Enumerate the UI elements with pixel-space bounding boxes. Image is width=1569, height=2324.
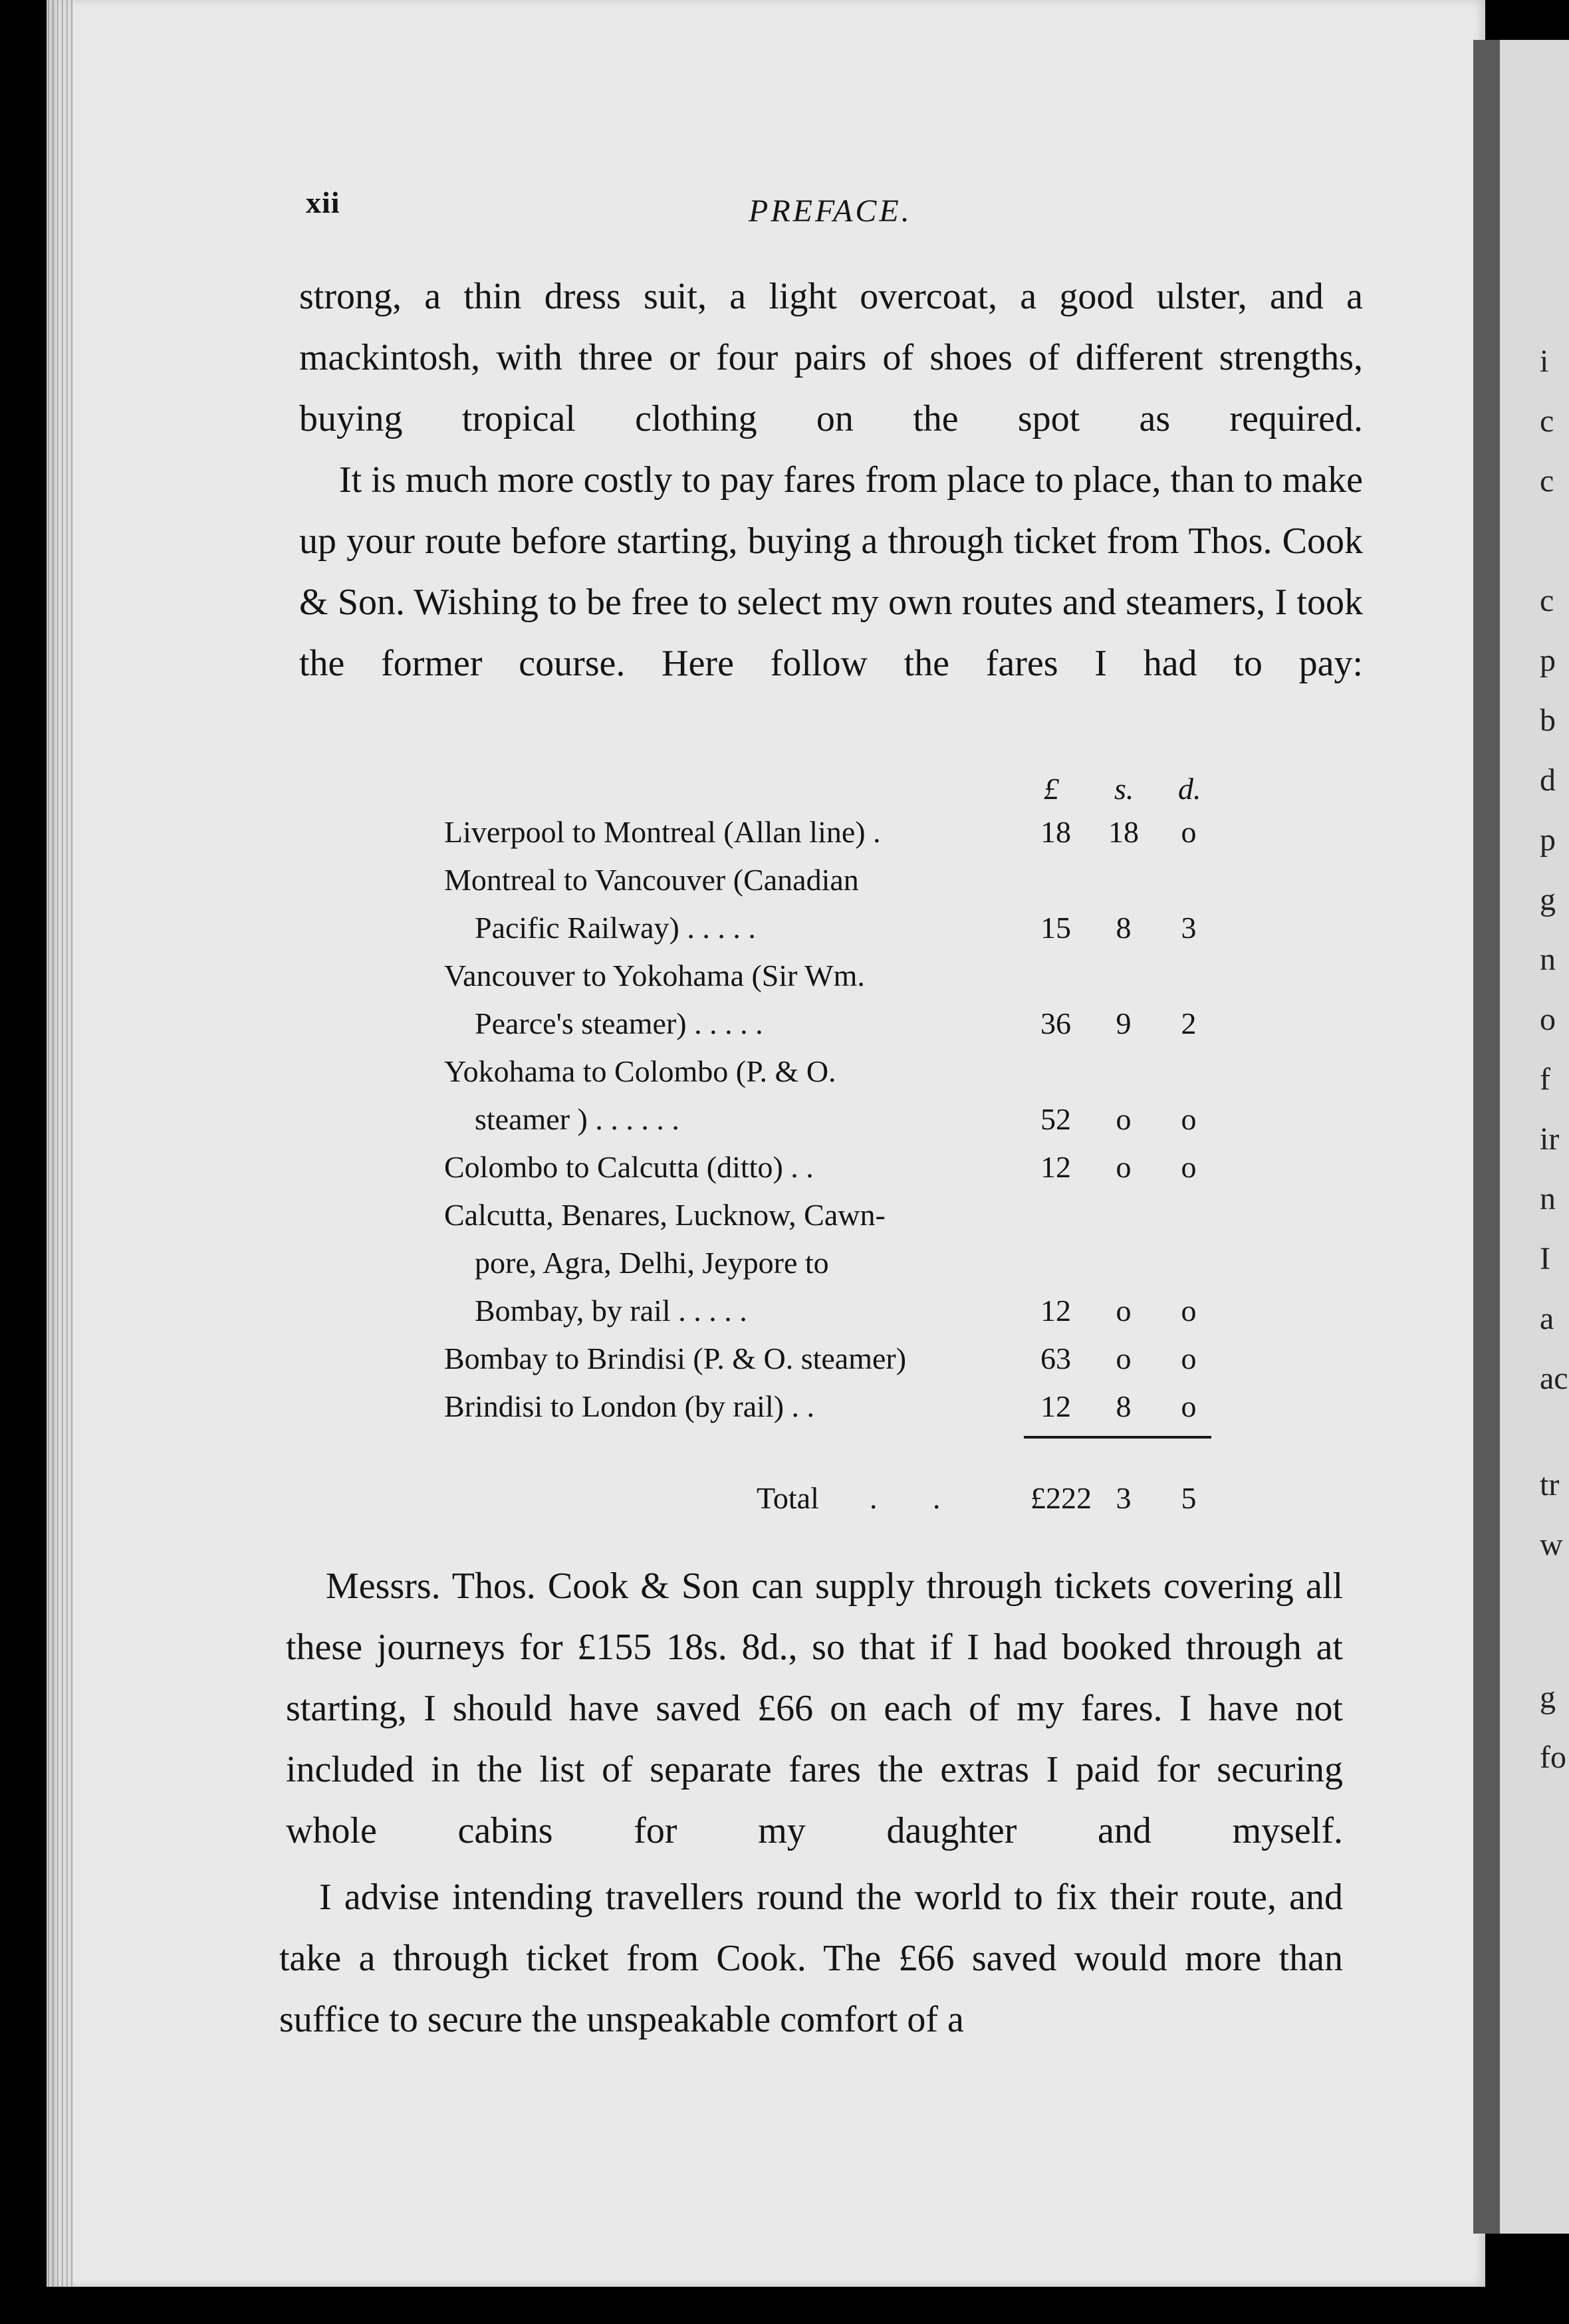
facing-fragment: w: [1540, 1527, 1563, 1562]
fare-route-continued: Pacific Railway) . . . . .: [475, 911, 756, 945]
fare-route: Yokohama to Colombo (P. & O.: [444, 1054, 836, 1088]
fare-route: Calcutta, Benares, Lucknow, Cawn-: [444, 1198, 886, 1232]
fare-route-continued: steamer ) . . . . . .: [475, 1102, 679, 1136]
facing-fragment: fo: [1540, 1740, 1566, 1775]
fare-pounds: 52: [1040, 1102, 1071, 1136]
fare-pounds: 12: [1040, 1294, 1071, 1328]
fare-route: Liverpool to Montreal (Allan line) .: [444, 815, 881, 849]
paragraph-clothing: strong, a thin dress suit, a light overcoat, a good ulster, and a mackintosh, with three or four pairs of shoes of different strengths, buying tropical clothing on the spot as required.: [299, 276, 1363, 439]
total-rule: [1024, 1436, 1211, 1439]
total-shillings: 3: [1116, 1481, 1132, 1515]
fare-route: Brindisi to London (by rail) . .: [444, 1389, 815, 1423]
fare-shillings: 8: [1116, 1389, 1132, 1423]
fare-pence: 2: [1181, 1006, 1197, 1040]
facing-fragment: c: [1540, 404, 1554, 439]
paragraph-fares-intro: It is much more costly to pay fares from place to place, than to make up your route before starting, buying a through ticket from Thos. Cook & Son. Wishing to be free to select my own routes and steamers, I took the former course. Here follow the fares I had to pay:: [299, 459, 1363, 684]
facing-fragment: c: [1540, 583, 1554, 618]
total-pence: 5: [1181, 1481, 1197, 1515]
fare-route-continued: Bombay, by rail . . . . .: [475, 1294, 747, 1328]
total-label: Total: [757, 1481, 819, 1515]
total-leader-dots: . .: [870, 1481, 965, 1515]
fare-shillings: 18: [1108, 815, 1139, 849]
facing-fragment: g: [1540, 882, 1556, 917]
facing-fragment: a: [1540, 1301, 1554, 1336]
fare-pence: o: [1181, 1341, 1197, 1375]
fare-pounds: 15: [1040, 911, 1071, 945]
fare-pounds: 12: [1040, 1389, 1071, 1423]
fare-route-continued: Pearce's steamer) . . . . .: [475, 1006, 763, 1040]
fare-pence: o: [1181, 1389, 1197, 1423]
running-head: PREFACE.: [749, 193, 912, 229]
facing-fragment: o: [1540, 1002, 1556, 1037]
column-head-pounds: £: [1044, 772, 1059, 806]
fare-shillings: 8: [1116, 911, 1132, 945]
facing-fragment: c: [1540, 463, 1554, 499]
fare-route: Montreal to Vancouver (Canadian: [444, 863, 859, 897]
fare-pence: o: [1181, 1294, 1197, 1328]
facing-fragment: tr: [1540, 1467, 1560, 1502]
fare-shillings: 9: [1116, 1006, 1132, 1040]
fare-shillings: o: [1116, 1294, 1132, 1328]
facing-fragment: i: [1540, 344, 1549, 379]
fare-route: Bombay to Brindisi (P. & O. steamer): [444, 1341, 907, 1375]
facing-page-text-fragments: [1540, 0, 1569, 2324]
column-head-shillings: s.: [1114, 772, 1134, 806]
facing-fragment: g: [1540, 1680, 1556, 1715]
paragraph-through-tickets: Messrs. Thos. Cook & Son can supply through tickets covering all these journeys for £155 18s. 8d., so that if I had booked through at starting, I should have saved £66 on each of my fares. I have not included in the list of separate fares the extras I paid for securing whole cabins for my daughter and myself.: [286, 1566, 1343, 1851]
facing-fragment: p: [1540, 822, 1556, 858]
facing-fragment: ir: [1540, 1121, 1560, 1157]
fare-pence: o: [1181, 815, 1197, 849]
fare-pounds: 18: [1040, 815, 1071, 849]
fare-shillings: o: [1116, 1341, 1132, 1375]
facing-fragment: I: [1540, 1241, 1550, 1276]
paragraph-advice: I advise intending travellers round the world to fix their route, and take a through ticket from Cook. The £66 saved would more than suffice to secure the unspeakable comfort of a: [279, 1877, 1343, 2040]
facing-fragment: p: [1540, 643, 1556, 678]
fare-pence: o: [1181, 1150, 1197, 1184]
facing-fragment: d: [1540, 762, 1556, 798]
facing-fragment: b: [1540, 703, 1556, 738]
fare-pounds: 12: [1040, 1150, 1071, 1184]
fare-shillings: o: [1116, 1150, 1132, 1184]
fare-route: Vancouver to Yokohama (Sir Wm.: [444, 959, 865, 992]
total-pounds: £222: [1030, 1481, 1092, 1515]
page-gutter-edges: [47, 0, 73, 2287]
facing-fragment: n: [1540, 1181, 1556, 1217]
fare-shillings: o: [1116, 1102, 1132, 1136]
page-number: xii: [306, 185, 340, 219]
column-head-pence: d.: [1178, 772, 1201, 806]
fare-route-continued: pore, Agra, Delhi, Jeypore to: [475, 1246, 829, 1280]
facing-fragment: n: [1540, 942, 1556, 977]
facing-fragment: ac: [1540, 1361, 1568, 1396]
fare-pence: o: [1181, 1102, 1197, 1136]
fare-pounds: 36: [1040, 1006, 1071, 1040]
fare-route: Colombo to Calcutta (ditto) . .: [444, 1150, 814, 1184]
facing-fragment: f: [1540, 1062, 1550, 1097]
fare-pence: 3: [1181, 911, 1197, 945]
fare-pounds: 63: [1040, 1341, 1071, 1375]
